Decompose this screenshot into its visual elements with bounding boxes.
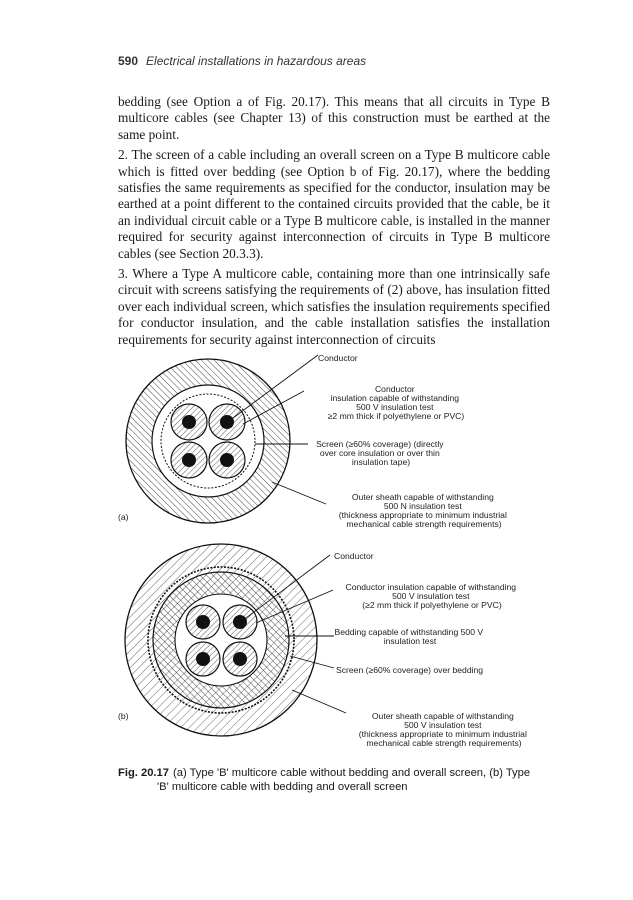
b-screen-label: Screen (≥60% coverage) over bedding [336, 665, 484, 675]
cable-a-drawing [126, 355, 326, 523]
caption-line-1: (a) Type 'B' multicore cable without bedding and overall screen, (b) Type [173, 767, 531, 779]
filler-b [175, 594, 267, 686]
figure-a-tag: (a) [118, 512, 129, 522]
a-conductor-label: Conductor [318, 353, 358, 363]
b-conductor-label: Conductor [334, 551, 374, 561]
a-insulation-label: Conductor insulation capable of withstanding 500 V insulation test ≥2 mm thick if polyethylene or PVC) [327, 384, 465, 421]
running-title: Electrical installations in hazardous areas [146, 54, 367, 68]
a-screen-label: Screen (≥60% coverage) (directly over core insulation or over thin insulation tape) [316, 439, 444, 467]
conductor-b-3 [196, 652, 210, 666]
paragraph-2: 2. The screen of a cable including an overall screen on a Type B multicore cable which is fitted over bedding (see Option b of Fig. 20.17), where the bedding satisfies the same requirements as specified for the conductor, insulation may be earthed at a point different to the contained circuits provided that the cable, be it an individual circuit cable or a Type B multicore cable, is installed in the manner required for security against interconnection of circuits in Type B multicore cables (see Section 20.3.3). [118, 147, 550, 261]
b-insulation-label: Conductor insulation capable of withstanding 500 V insulation test (≥2 mm thick if polyethylene or PVC) [345, 582, 517, 610]
conductor-a-1 [182, 415, 196, 429]
caption-figure-number: Fig. 20.17 [118, 767, 169, 779]
caption-line-2: 'B' multicore cable with bedding and overall screen [157, 781, 408, 793]
figure-caption [118, 766, 563, 794]
figure-b-tag: (b) [118, 711, 129, 721]
filler-a [152, 385, 264, 497]
conductor-b-1 [196, 615, 210, 629]
conductor-a-2 [220, 415, 234, 429]
conductor-b-4 [233, 652, 247, 666]
paragraph-3: 3. Where a Type A multicore cable, containing more than one intrinsically safe circuit with screens satisfying the requirements of (2) above, has insulation fitted over each individual screen, which satisfies the insulation requirements specified for conductor insulation, and the cable installation satisfies the installation requirements for security against interconnection of circuits [118, 266, 550, 347]
conductor-b-2 [233, 615, 247, 629]
page-number: 590 [118, 54, 139, 68]
a-sheath-label: Outer sheath capable of withstanding 500 N insulation test (thickness appropriate to minimum industrial mechanical cable strength requirements) [338, 492, 507, 529]
paragraph-1: bedding (see Option a of Fig. 20.17). This means that all circuits in Type B multicore cables (see Chapter 13) of this construction must be earthed at the same point. [118, 94, 550, 142]
b-bedding-label: Bedding capable of withstanding 500 V insulation test [334, 627, 484, 646]
b-sheath-label: Outer sheath capable of withstanding 500 V insulation test (thickness appropriate to minimum industrial mechanical cable strength requirements) [358, 711, 527, 748]
conductor-a-4 [220, 453, 234, 467]
conductor-a-3 [182, 453, 196, 467]
cable-b-drawing [125, 544, 346, 736]
